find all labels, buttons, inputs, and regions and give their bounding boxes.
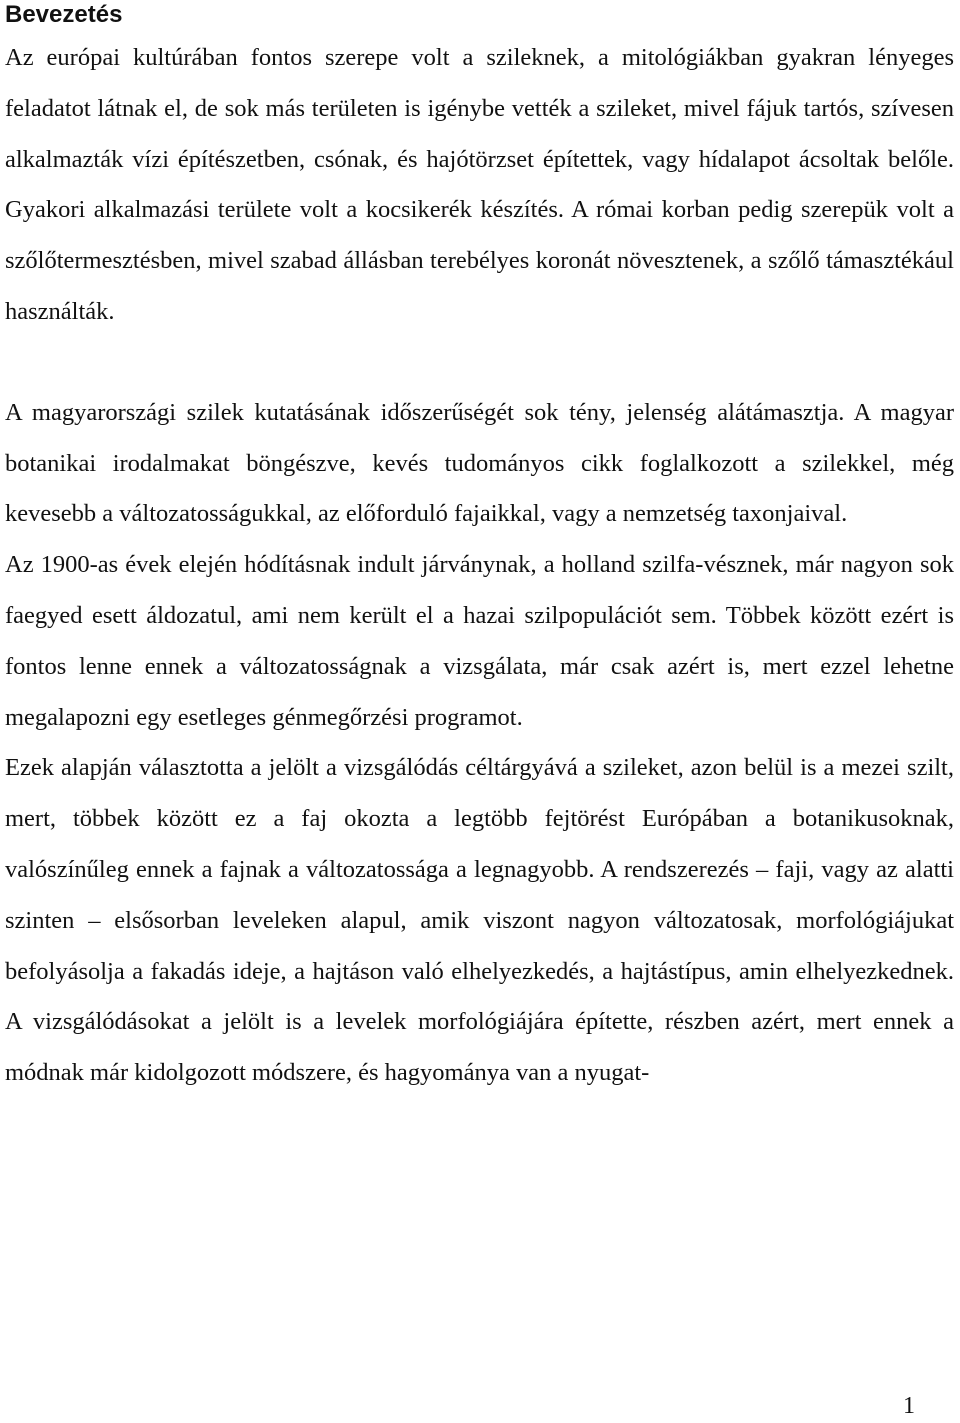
paragraph-field-elm-study: Ezek alapján választotta a jelölt a vizsgálódás céltárgyává a szileket, azon belül is a mezei szilt, mert, többek között ez a faj okozta a legtöbb fejtörést Európában a botanikusoknak, valószínűleg ennek a fajnak a változatossága a legnagyobb. A rendszerezés – faji, vagy az alatti szinten – elsősorban leveleken alapul, amik viszont nagyon változatosak, morfológiájukat befolyásolja a fakadás ideje, a hajtáson való elhelyezkedés, a hajtástípus, amin elhelyezkednek. A vizsgálódásokat a jelölt is a levelek morfológiájára építette, részben azért, mert ennek a módnak már kidolgozott módszere, és hagyománya van a nyugat- bbox=[5, 754, 954, 1087]
section-heading: Bevezetés bbox=[5, 1, 123, 28]
paragraph-research-relevance: A magyarországi szilek kutatásának időszerűségét sok tény, jelenség alátámasztja. A magyar botanikai irodalmakat böngészve, kevés tudományos cikk foglalkozott a szilekkel, még kevesebb a változatosságukkal, az előforduló fajaikkal, vagy a nemzetség taxonjaival. bbox=[5, 398, 954, 528]
paragraph-intro: Az európai kultúrában fontos szerepe volt a szileknek, a mitológiákban gyakran lényeges feladatot látnak el, de sok más területen is igénybe vették a szileket, mivel fájuk tartós, szívesen alkalmazták vízi építészetben, csónak, és hajótörzset építettek, vagy hídalapot ácsoltak belőle. Gyakori alkalmazási területe volt a kocsikerék készítés. A római korban pedig szerepük volt a szőlőtermesztésben, mivel szabad állásban terebélyes koronát növesztenek, a szőlő támasztékául használták. bbox=[5, 44, 954, 325]
document-page bbox=[5, 0, 954, 1099]
paragraph-dutch-elm-disease: Az 1900-as évek elején hódításnak indult járványnak, a holland szilfa-vésznek, már nagyon sok faegyed esett áldozatul, ami nem került el a hazai szilpopulációt sem. Többek között ezért is fontos lenne ennek a változatosságnak a vizsgálata, már csak azért is, mert ezzel lehetne megalapozni egy esetleges génmegőrzési programot. bbox=[5, 551, 954, 731]
page-number: 1 bbox=[903, 1393, 915, 1419]
